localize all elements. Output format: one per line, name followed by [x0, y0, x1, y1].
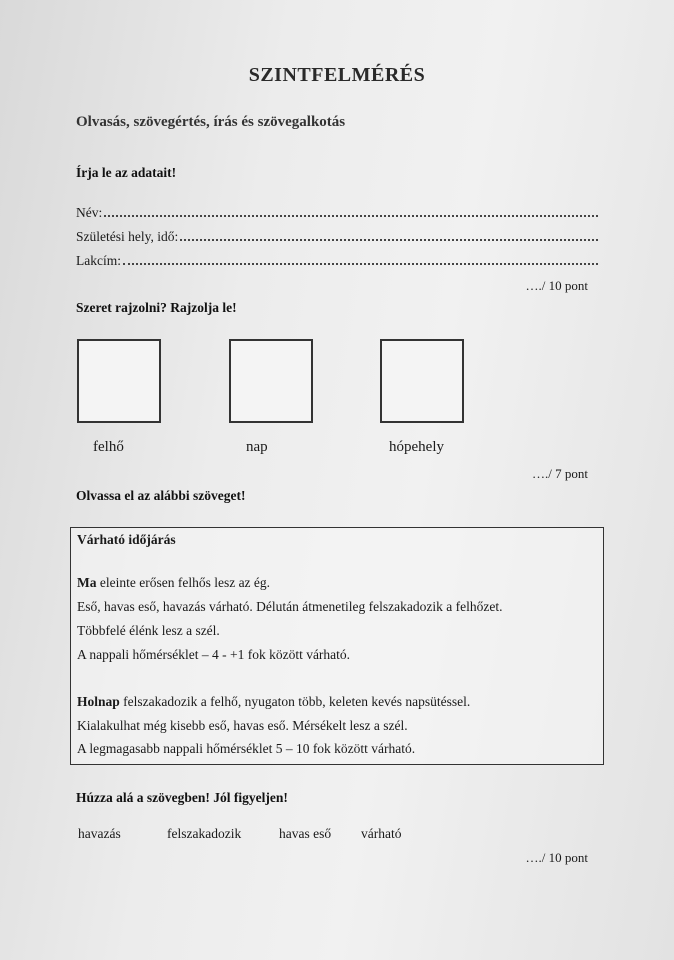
name-label: Név:: [76, 205, 103, 220]
birth-place-date-field[interactable]: [76, 229, 598, 245]
forecast-title: Várható időjárás: [77, 532, 176, 547]
birth-place-date-label: Születési hely, idő:: [76, 229, 179, 244]
birth-place-date-dotted-line: [180, 239, 598, 241]
target-word-varhato: várható: [361, 826, 402, 841]
name-field[interactable]: [76, 205, 598, 221]
section2-points: …./ 7 pont: [532, 466, 588, 481]
target-word-havas-eso: havas eső: [279, 826, 332, 841]
forecast-line: Kialakulhat még kisebb eső, havas eső. Mérsékelt lesz a szél.: [77, 718, 408, 733]
page-title: SZINTFELMÉRÉS: [248, 64, 426, 86]
forecast-line: A legmagasabb nappali hőmérséklet 5 – 10 fok között várható.: [77, 741, 416, 756]
section-drawing-heading: Szeret rajzolni? Rajzolja le!: [76, 300, 237, 315]
weather-forecast-textbox: [70, 527, 604, 765]
forecast-line: Eső, havas eső, havazás várható. Délután átmenetileg felszakadozik a felhőzet.: [77, 599, 503, 614]
section-reading-heading: Olvassa el az alábbi szöveget!: [76, 488, 246, 503]
caption-snowflake: hópehely: [389, 439, 444, 455]
drawing-box-cloud[interactable]: [77, 339, 161, 423]
target-word-felszakadozik: felszakadozik: [167, 826, 242, 841]
forecast-line: Többfelé élénk lesz a szél.: [77, 623, 220, 638]
section4-points: …./ 10 pont: [525, 850, 588, 865]
forecast-line: A nappali hőmérséklet – 4 - +1 fok között várható.: [77, 647, 351, 662]
section-personal-data-heading: Írja le az adatait!: [76, 165, 177, 180]
caption-sun: nap: [246, 439, 268, 455]
address-field[interactable]: [76, 253, 598, 269]
caption-cloud: felhő: [93, 439, 124, 455]
forecast-line: Holnap felszakadozik a felhő, nyugaton több, keleten kevés napsütéssel.: [77, 694, 471, 709]
address-label: Lakcím:: [76, 253, 121, 268]
section-underline-heading: Húzza alá a szövegben! Jól figyeljen!: [76, 790, 288, 805]
target-word-havazas: havazás: [78, 826, 121, 841]
forecast-line: Ma eleinte erősen felhős lesz az ég.: [77, 575, 271, 590]
drawing-box-snowflake[interactable]: [380, 339, 464, 423]
page-subtitle: Olvasás, szövegértés, írás és szövegalkotás: [76, 114, 346, 130]
address-dotted-line: [123, 263, 598, 265]
drawing-box-sun[interactable]: [229, 339, 313, 423]
name-dotted-line: [104, 215, 598, 217]
section1-points: …./ 10 pont: [525, 278, 588, 293]
